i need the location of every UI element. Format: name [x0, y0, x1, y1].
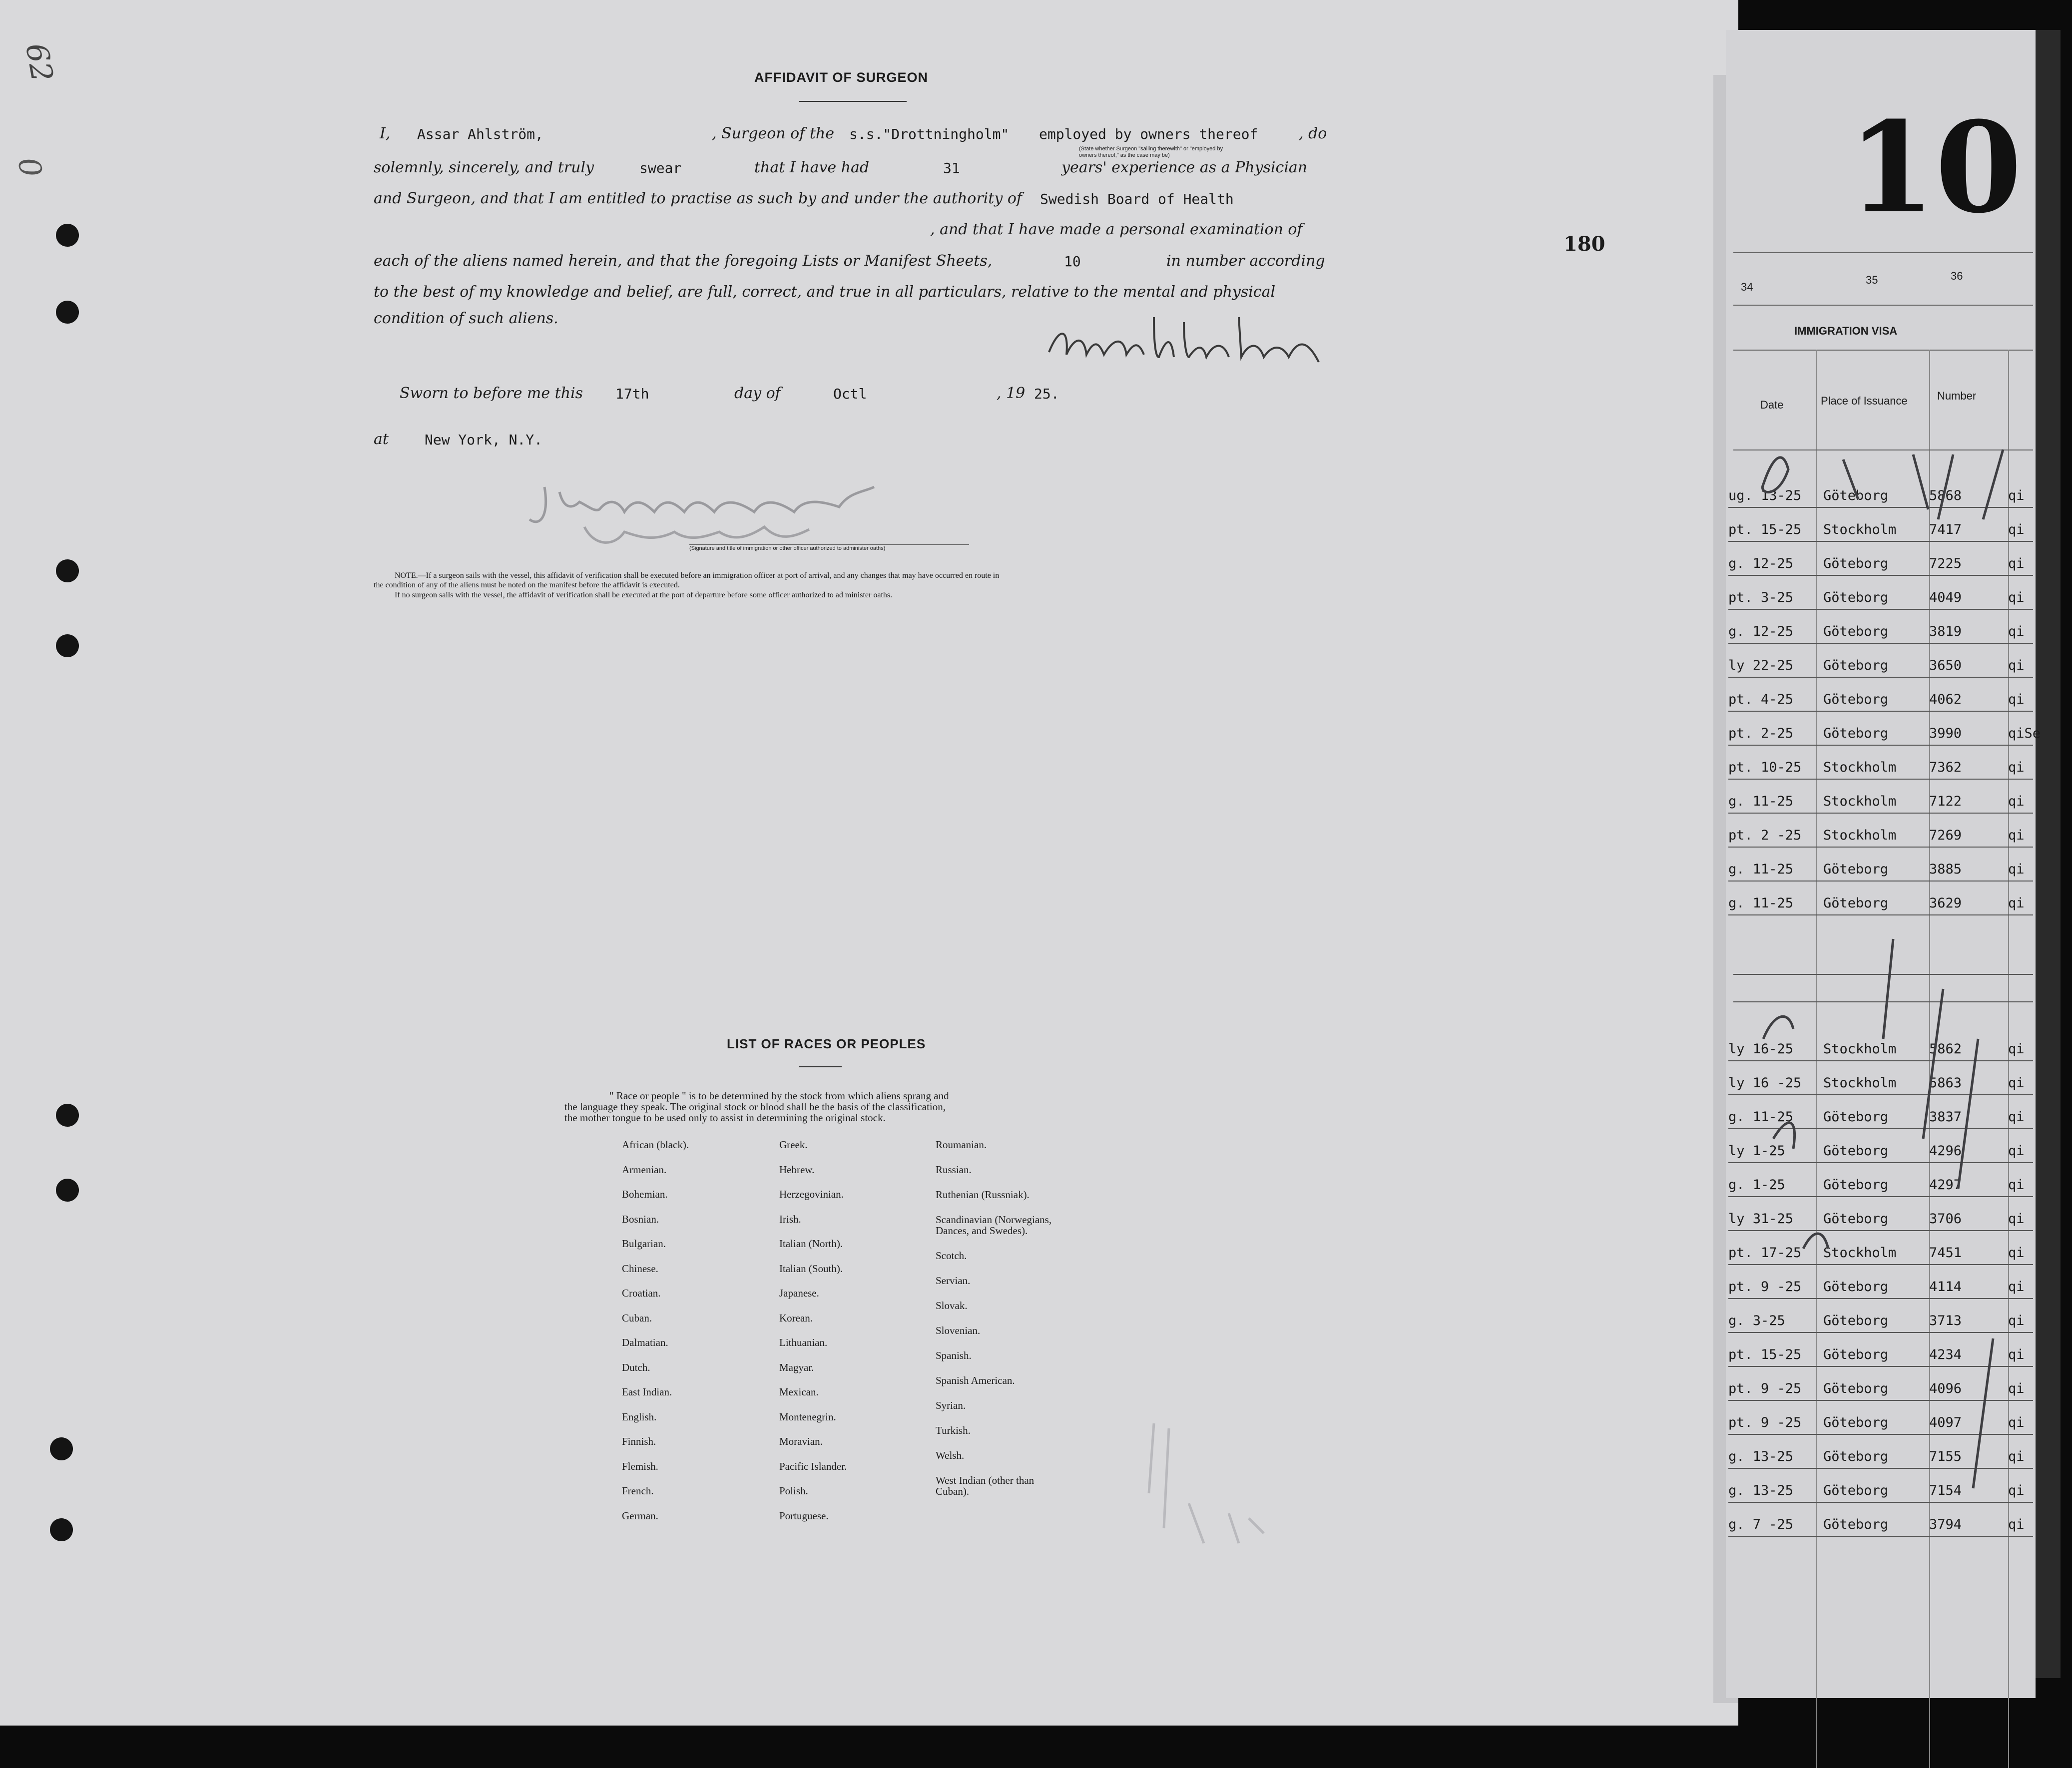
race-entry: Greek.: [779, 1139, 808, 1151]
race-entry: English.: [622, 1410, 657, 1423]
race-entry: Pacific Islander.: [779, 1460, 847, 1472]
visa-date: pt. 15-25: [1728, 522, 1802, 537]
col-number: 35: [1866, 274, 1878, 286]
visa-number: 4097: [1929, 1415, 1962, 1430]
punch-hole-icon: [50, 1518, 73, 1541]
visa-date: ly 16 -25: [1728, 1075, 1802, 1091]
visa-place: Göteborg: [1823, 658, 1889, 673]
race-entry: Dances, and Swedes).: [936, 1225, 1028, 1237]
race-entry: Lithuanian.: [779, 1336, 828, 1348]
surgeon-name: Assar Ahlström,: [417, 126, 543, 142]
race-entry: Croatian.: [622, 1287, 661, 1299]
race-entry: Slovak.: [936, 1300, 968, 1312]
visa-number: 4049: [1929, 590, 1962, 605]
ship-name: s.s."Drottningholm": [849, 126, 1010, 142]
race-entry: Mexican.: [779, 1386, 819, 1398]
title-rule: [799, 101, 907, 102]
sworn-year: 25.: [1034, 386, 1059, 402]
affidavit-line-5a: each of the aliens named herein, and that the foregoing Lists or Manifest Sheets,: [374, 252, 993, 270]
oath-type: swear: [639, 160, 682, 176]
number-header: Number: [1937, 390, 1977, 402]
affidavit-line-7: condition of such aliens.: [374, 310, 558, 327]
visa-date: g. 3-25: [1728, 1313, 1785, 1328]
affidavit-line-5b: in number according: [1166, 252, 1325, 270]
visa-quota: qi: [2008, 828, 2025, 843]
race-entry: Korean.: [779, 1312, 813, 1324]
race-entry: Polish.: [779, 1485, 808, 1497]
visa-date: pt. 10-25: [1728, 760, 1802, 775]
page-shadow: [2036, 30, 2061, 1678]
race-entry: Spanish American.: [936, 1374, 1015, 1386]
state-note-2: owners thereof," as the case may be): [1079, 152, 1170, 158]
authority: Swedish Board of Health: [1040, 191, 1234, 207]
visa-date: g. 7 -25: [1728, 1517, 1794, 1532]
race-entry: Magyar.: [779, 1361, 814, 1373]
visa-date: pt. 3-25: [1728, 590, 1794, 605]
visa-place: Göteborg: [1823, 1483, 1889, 1498]
visa-place: Göteborg: [1823, 1347, 1889, 1362]
visa-number: 4234: [1929, 1347, 1962, 1362]
race-entry: Spanish.: [936, 1349, 972, 1361]
signature-caption: (Signature and title of immigration or other officer authorized to administer oaths): [689, 545, 886, 551]
surgeon-signature: [1039, 307, 1349, 372]
visa-place: Göteborg: [1823, 1449, 1889, 1464]
punch-hole-icon: [50, 1437, 73, 1460]
visa-date: pt. 4-25: [1728, 692, 1794, 707]
note-text-2: the condition of any of the aliens must be noted on the manifest before the affidavit is executed.: [374, 581, 680, 589]
visa-number: 3629: [1929, 895, 1962, 911]
race-entry: Roumanian.: [936, 1139, 987, 1151]
col-number: 34: [1741, 281, 1753, 293]
visa-place: Göteborg: [1823, 1211, 1889, 1227]
visa-quota: qi: [2008, 1347, 2025, 1362]
visa-quota: qi: [2008, 1449, 2025, 1464]
race-entry: German.: [622, 1509, 658, 1522]
race-entry: Armenian.: [622, 1163, 667, 1176]
visa-quota: qi: [2008, 488, 2025, 503]
visa-place: Göteborg: [1823, 556, 1889, 571]
race-entry: Welsh.: [936, 1449, 965, 1461]
race-entry: Portuguese.: [779, 1509, 829, 1522]
visa-number: 3885: [1929, 862, 1962, 877]
race-entry: Servian.: [936, 1275, 971, 1287]
race-entry: Russian.: [936, 1164, 972, 1176]
visa-date: pt. 9 -25: [1728, 1381, 1802, 1396]
race-entry: Scotch.: [936, 1250, 967, 1262]
years-experience: 31: [943, 160, 960, 176]
race-entry: French.: [622, 1485, 654, 1497]
note-text-3: If no surgeon sails with the vessel, the affidavit of verification shall be executed at the port of departure before some officer authorized to ad minister oaths.: [395, 591, 893, 599]
corner-mark-2: 0: [10, 155, 48, 180]
race-entry: Italian (North).: [779, 1238, 843, 1250]
visa-quota: qi: [2008, 794, 2025, 809]
visa-quota: qi: [2008, 590, 2025, 605]
affidavit-line-2a: solemnly, sincerely, and truly: [374, 159, 594, 176]
visa-quota: qi: [2008, 1143, 2025, 1159]
race-entry: West Indian (other than: [936, 1474, 1035, 1486]
sheet-number: 10: [1848, 94, 2022, 241]
race-entry: Scandinavian (Norwegians,: [936, 1214, 1052, 1226]
visa-number: 7154: [1929, 1483, 1962, 1498]
visa-date: g. 11-25: [1728, 862, 1794, 877]
visa-place: Göteborg: [1823, 895, 1889, 911]
punch-hole-icon: [56, 1104, 79, 1127]
visa-place: Göteborg: [1823, 1415, 1889, 1430]
note-text-1: NOTE.—If a surgeon sails with the vessel, this affidavit of verification shall be executed before an immigration officer at port of arrival, and any changes that may have occurred en route in: [395, 571, 1000, 580]
sworn-day: 17th: [615, 386, 649, 402]
visa-quota: qi: [2008, 692, 2025, 707]
col-number: 36: [1951, 270, 1963, 282]
visa-quota: qi: [2008, 1415, 2025, 1430]
punch-hole-icon: [56, 1179, 79, 1202]
visa-place: Göteborg: [1823, 1177, 1889, 1193]
visa-number: 5862: [1929, 1041, 1962, 1057]
visa-number: 7155: [1929, 1449, 1962, 1464]
visa-number: 4114: [1929, 1279, 1962, 1295]
visa-place: Göteborg: [1823, 1313, 1889, 1328]
race-entry: Irish.: [779, 1213, 801, 1225]
race-entry: Bulgarian.: [622, 1238, 666, 1250]
punch-hole-icon: [56, 224, 79, 247]
visa-date: pt. 9 -25: [1728, 1415, 1802, 1430]
race-entry: African (black).: [622, 1139, 689, 1151]
visa-quota: qi: [2008, 1381, 2025, 1396]
visa-quota: qi: [2008, 895, 2025, 911]
visa-number: 3706: [1929, 1211, 1962, 1227]
visa-place: Göteborg: [1823, 590, 1889, 605]
punch-hole-icon: [56, 634, 79, 657]
year-prefix: , 19: [997, 385, 1026, 402]
state-note: (State whether Surgeon "sailing therewith" or "employed by: [1079, 146, 1223, 152]
punch-hole-icon: [56, 301, 79, 324]
visa-number: 5868: [1929, 488, 1962, 503]
visa-quota: qi: [2008, 1109, 2025, 1125]
race-entry: Dalmatian.: [622, 1336, 668, 1348]
races-rule: [799, 1066, 842, 1067]
affidavit-line-2b: that I have had: [754, 159, 870, 176]
races-intro-3: the mother tongue to be used only to assist in determining the original stock.: [564, 1112, 886, 1124]
visa-quota: qi: [2008, 624, 2025, 639]
visa-place: Göteborg: [1823, 624, 1889, 639]
col-rule: [1733, 350, 2033, 351]
visa-number: 7451: [1929, 1245, 1962, 1261]
visa-quota: qi: [2008, 1279, 2025, 1295]
race-entry: Bohemian.: [622, 1188, 668, 1200]
visa-quota: qi: [2008, 1313, 2025, 1328]
corner-mark: 62: [18, 40, 60, 84]
visa-place: Stockholm: [1823, 760, 1897, 775]
visa-quota: qiSe: [2008, 726, 2041, 741]
affidavit-line-2c: years' experience as a Physician: [1061, 159, 1308, 176]
visa-place: Göteborg: [1823, 1517, 1889, 1532]
affidavit-line-6: to the best of my knowledge and belief, are full, correct, and true in all particulars, relative to the mental and physical: [374, 283, 1276, 301]
visa-date: ly 31-25: [1728, 1211, 1794, 1227]
visa-place: Göteborg: [1823, 1279, 1889, 1295]
visa-date: g. 12-25: [1728, 556, 1794, 571]
visa-date: g. 1-25: [1728, 1177, 1785, 1193]
visa-quota: qi: [2008, 658, 2025, 673]
visa-place: Göteborg: [1823, 1381, 1889, 1396]
race-entry: Cuban.: [622, 1312, 652, 1324]
visa-quota: qi: [2008, 1245, 2025, 1261]
sworn-place: New York, N.Y.: [425, 432, 543, 448]
visa-place: Göteborg: [1823, 862, 1889, 877]
visa-number: 3713: [1929, 1313, 1962, 1328]
visa-number: 3650: [1929, 658, 1962, 673]
visa-date: ly 16-25: [1728, 1041, 1794, 1057]
visa-header: IMMIGRATION VISA: [1794, 325, 1898, 337]
visa-quota: qi: [2008, 1075, 2025, 1091]
visa-quota: qi: [2008, 760, 2025, 775]
page-number: 180: [1563, 232, 1605, 256]
visa-number: 4062: [1929, 692, 1962, 707]
race-entry: Syrian.: [936, 1399, 966, 1411]
visa-date: g. 11-25: [1728, 1109, 1794, 1125]
race-entry: Dutch.: [622, 1361, 650, 1373]
visa-date: pt. 9 -25: [1728, 1279, 1802, 1295]
officer-signature: [524, 472, 1004, 552]
race-entry: Japanese.: [779, 1287, 819, 1299]
visa-date: g. 12-25: [1728, 624, 1794, 639]
visa-date: g. 13-25: [1728, 1483, 1794, 1498]
visa-date: pt. 2-25: [1728, 726, 1794, 741]
race-entry: Hebrew.: [779, 1163, 815, 1176]
visa-quota: qi: [2008, 862, 2025, 877]
visa-place: Stockholm: [1823, 794, 1897, 809]
visa-date: g. 13-25: [1728, 1449, 1794, 1464]
day-of-text: day of: [734, 385, 781, 402]
visa-place: Stockholm: [1823, 1041, 1897, 1057]
visa-number: 3819: [1929, 624, 1962, 639]
races-intro-1: " Race or people " is to be determined by the stock from which aliens sprang and: [609, 1090, 949, 1102]
visa-date: ly 1-25: [1728, 1143, 1785, 1159]
visa-quota: qi: [2008, 1177, 2025, 1193]
surgeon-employment: employed by owners thereof: [1039, 126, 1258, 142]
date-header: Date: [1760, 399, 1784, 411]
visa-place: Göteborg: [1823, 692, 1889, 707]
affidavit-i: I,: [380, 125, 391, 142]
race-entry: Bosnian.: [622, 1213, 659, 1225]
affidavit-title: AFFIDAVIT OF SURGEON: [754, 70, 928, 85]
visa-number: 7362: [1929, 760, 1962, 775]
visa-date: pt. 15-25: [1728, 1347, 1802, 1362]
race-entry: Italian (South).: [779, 1262, 843, 1275]
visa-place: Stockholm: [1823, 1075, 1897, 1091]
visa-number: 7122: [1929, 794, 1962, 809]
visa-number: 4297: [1929, 1177, 1962, 1193]
affidavit-line-4: , and that I have made a personal examination of: [930, 221, 1303, 238]
race-entry: Montenegrin.: [779, 1410, 836, 1423]
visa-place: Stockholm: [1823, 828, 1897, 843]
visa-quota: qi: [2008, 1211, 2025, 1227]
visa-place: Stockholm: [1823, 1245, 1897, 1261]
visa-number: 4296: [1929, 1143, 1962, 1159]
visa-quota: qi: [2008, 1483, 2025, 1498]
col-rule: [1733, 305, 2033, 306]
race-entry: Chinese.: [622, 1262, 658, 1275]
visa-number: 7417: [1929, 522, 1962, 537]
visa-date: ly 22-25: [1728, 658, 1794, 673]
visa-date: pt. 2 -25: [1728, 828, 1802, 843]
visa-number: 4096: [1929, 1381, 1962, 1396]
affidavit-do: , do: [1299, 125, 1327, 142]
race-entry: Turkish.: [936, 1424, 971, 1436]
visa-place: Stockholm: [1823, 522, 1897, 537]
sworn-text: Sworn to before me this: [400, 385, 583, 402]
races-intro-2: the language they speak. The original stock or blood shall be the basis of the classification,: [564, 1101, 946, 1113]
visa-quota: qi: [2008, 522, 2025, 537]
visa-place: Göteborg: [1823, 488, 1889, 503]
visa-place: Göteborg: [1823, 726, 1889, 741]
pencil-marks: [1139, 1413, 1289, 1563]
visa-date: g. 11-25: [1728, 895, 1794, 911]
visa-number: 3990: [1929, 726, 1962, 741]
race-entry: Finnish.: [622, 1435, 656, 1447]
visa-date: g. 11-25: [1728, 794, 1794, 809]
race-entry: Moravian.: [779, 1435, 823, 1447]
at-text: at: [374, 431, 389, 448]
visa-number: 7225: [1929, 556, 1962, 571]
visa-quota: qi: [2008, 556, 2025, 571]
visa-date: pt. 17-25: [1728, 1245, 1802, 1261]
visa-number: 3794: [1929, 1517, 1962, 1532]
checkmark-scribbles: [1743, 440, 2023, 1588]
visa-quota: qi: [2008, 1517, 2025, 1532]
visa-number: 7269: [1929, 828, 1962, 843]
visa-number: 5863: [1929, 1075, 1962, 1091]
visa-number: 3837: [1929, 1109, 1962, 1125]
affidavit-line-3: and Surgeon, and that I am entitled to practise as such by and under the authority of: [374, 190, 1022, 207]
race-entry: Slovenian.: [936, 1325, 981, 1336]
race-entry: Flemish.: [622, 1460, 658, 1472]
signature-line: [689, 544, 969, 545]
race-entry: Ruthenian (Russniak).: [936, 1189, 1030, 1201]
race-entry: Herzegovinian.: [779, 1188, 844, 1200]
visa-place: Göteborg: [1823, 1109, 1889, 1125]
col-rule: [1733, 252, 2033, 253]
race-entry: Cuban).: [936, 1485, 970, 1497]
sheet-count: 10: [1064, 253, 1081, 270]
visa-date: ug. 13-25: [1728, 488, 1802, 503]
punch-hole-icon: [56, 559, 79, 582]
place-header: Place of Issuance: [1821, 395, 1908, 407]
race-entry: East Indian.: [622, 1386, 672, 1398]
visa-quota: qi: [2008, 1041, 2025, 1057]
races-title: LIST OF RACES OR PEOPLES: [727, 1036, 926, 1051]
surgeon-of-the: , Surgeon of the: [712, 125, 834, 142]
sworn-month: Octl: [833, 386, 867, 402]
visa-place: Göteborg: [1823, 1143, 1889, 1159]
